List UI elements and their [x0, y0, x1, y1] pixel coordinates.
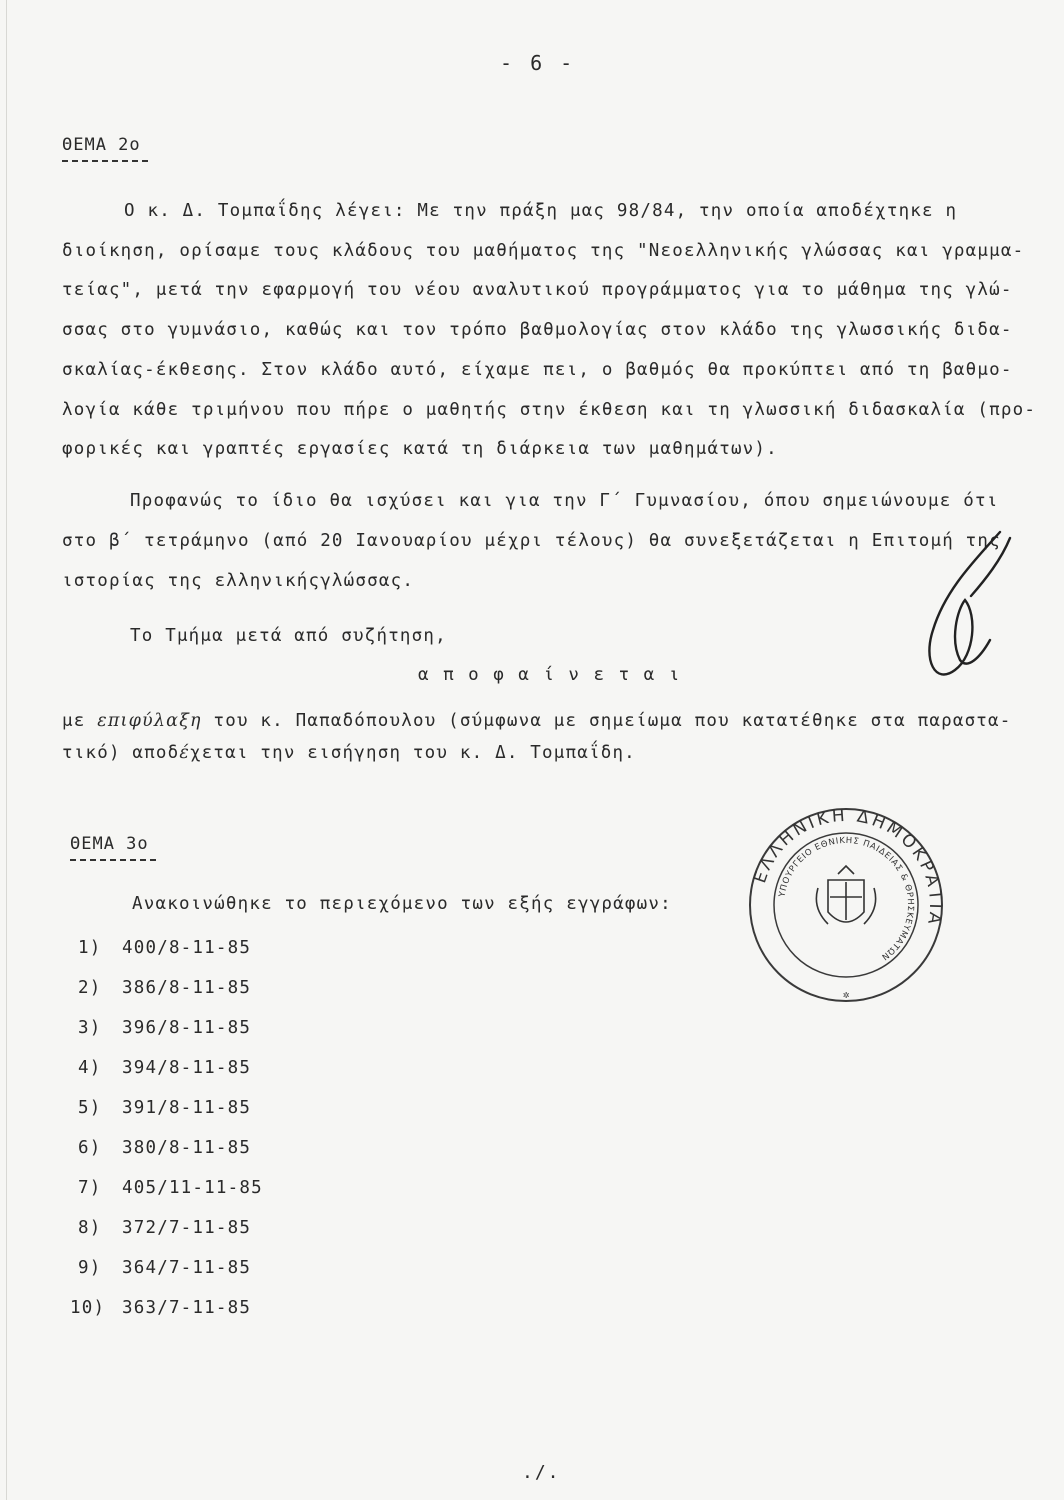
list-item: 4) 394/8-11-85 — [78, 1058, 252, 1078]
stamp-outer-text: ΕΛΛΗΝΙΚΗ ΔΗΜΟΚΡΑΤΙΑ — [750, 805, 944, 929]
handwritten-correction: επιφύλαξη — [97, 711, 202, 731]
handwritten-insertion: έ — [179, 743, 190, 763]
continuation-mark: ./. — [522, 1462, 561, 1483]
list-item: 8) 372/7-11-85 — [78, 1218, 252, 1238]
paragraph-line: στο β΄ τετράμηνο (από 20 Ιανουαρίου μέχρι τέλους) θα συνεξετάζεται η Επιτομή της — [62, 531, 1001, 551]
list-item: 5) 391/8-11-85 — [78, 1098, 252, 1118]
list-item: 9) 364/7-11-85 — [78, 1258, 252, 1278]
theme-3-heading-underline — [70, 859, 156, 861]
stamp-inner-text: ΥΠΟΥΡΓΕΙΟ ΕΘΝΙΚΗΣ ΠΑΙΔΕΙΑΣ & ΘΡΗΣΚΕΥΜΑΤΩΝ — [777, 835, 916, 963]
paragraph-line: λογία κάθε τριμήνου που πήρε ο μαθητής στην έκθεση και τη γλωσσική διδασκαλία (προ- — [62, 400, 1037, 420]
theme-3-heading: ΘΕΜΑ 3ο — [70, 834, 149, 854]
paragraph-line: ιστορίας της ελληνικήςγλώσσας. — [62, 571, 415, 591]
paragraph-line: διοίκηση, ορίσαμε τους κλάδους του μαθήματος της "Νεοελληνικής γλώσσας και γραμμα- — [62, 241, 1025, 261]
list-item: 7) 405/11-11-85 — [78, 1178, 263, 1198]
decision-verb: α π ο φ α ί ν ε τ α ι — [418, 665, 682, 685]
paragraph-line: φορικές και γραπτές εργασίες κατά τη διάρκεια των μαθημάτων). — [62, 439, 778, 459]
official-stamp — [748, 800, 944, 1010]
decision-line-2-end: χεται την εισήγηση του κ. Δ. Τομπαΐδη. — [189, 743, 636, 763]
page-edge — [6, 0, 7, 1500]
page-number: - 6 - — [500, 51, 576, 75]
decision-line-1-text: του κ. Παπαδόπουλου (σύμφωνα με σημείωμα που κατατέθηκε στα παραστα- — [213, 711, 1012, 731]
list-item: 6) 380/8-11-85 — [78, 1138, 252, 1158]
paragraph-line: τείας", μετά την εφαρμογή του νέου αναλυτικού προγράμματος για το μάθημα της γλώ- — [62, 280, 1013, 300]
decision-line-2-start: τικό) αποδ — [62, 743, 180, 763]
signature-icon — [905, 520, 1035, 700]
list-item: 1) 400/8-11-85 — [78, 938, 252, 958]
stamp-seal-icon — [748, 800, 944, 1010]
theme-2-heading: ΘΕΜΑ 2ο — [62, 135, 141, 155]
discussion-line: Το Τμήμα μετά από συζήτηση, — [130, 626, 447, 646]
paragraph-line: Ο κ. Δ. Τομπαΐδης λέγει: Με την πράξη μας 98/84, την οποία αποδέχτηκε η — [124, 201, 958, 221]
list-item: 3) 396/8-11-85 — [78, 1018, 252, 1038]
paragraph-line: σσας στο γυμνάσιο, καθώς και τον τρόπο βαθμολογίας στον κλάδο της γλωσσικής διδα- — [62, 320, 1013, 340]
decision-line-1 — [62, 710, 1012, 732]
theme-3-intro: Ανακοινώθηκε το περιεχόμενο των εξής εγγράφων: — [132, 894, 672, 914]
coat-of-arms-icon — [816, 866, 875, 924]
paragraph-line: Προφανώς το ίδιο θα ισχύσει και για την Γ΄ Γυμνασίου, όπου σημειώνουμε ότι — [130, 491, 999, 511]
list-item: 2) 386/8-11-85 — [78, 978, 252, 998]
handwritten-signature — [905, 520, 1035, 700]
paragraph-line: σκαλίας-έκθεσης. Στον κλάδο αυτό, είχαμε πει, ο βαθμός θα προκύπτει από τη βαθμο- — [62, 360, 1013, 380]
decision-prefix: με — [62, 711, 86, 731]
stamp-star-icon: ✲ — [842, 988, 850, 1001]
theme-2-heading-underline — [62, 160, 148, 162]
decision-line-2 — [62, 742, 636, 764]
list-item: 10) 363/7-11-85 — [70, 1298, 252, 1318]
